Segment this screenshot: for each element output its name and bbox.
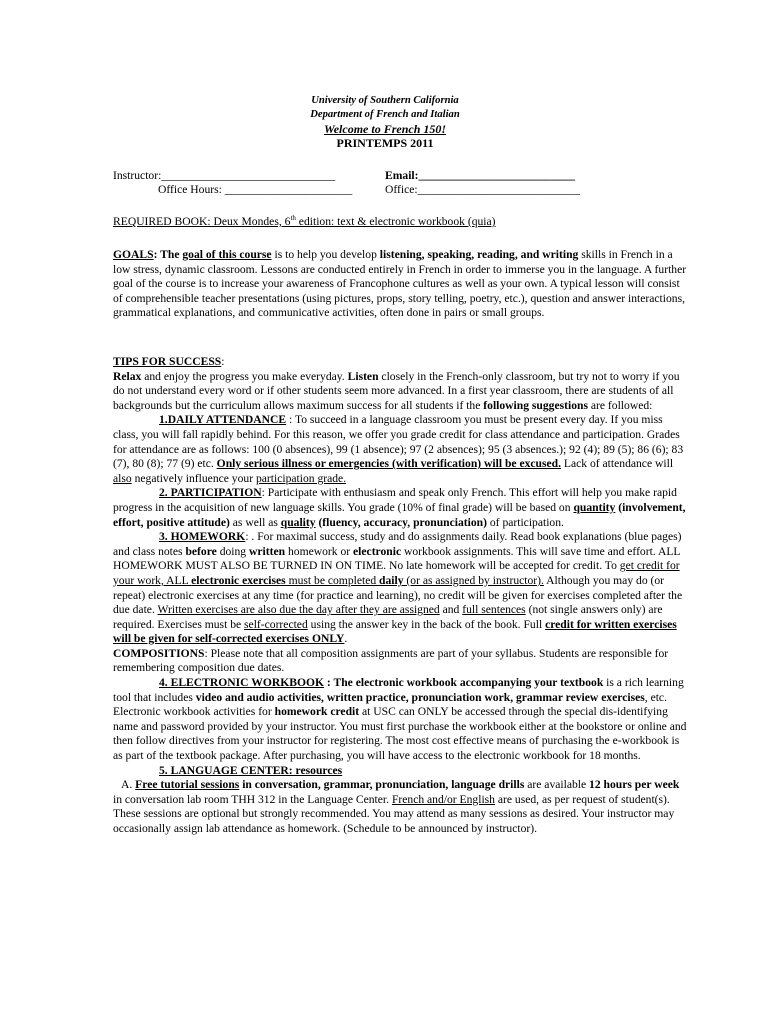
- participation-text-3: of participation.: [486, 515, 564, 529]
- attendance-paragraph: [113, 413, 690, 486]
- homework-title: 3. HOMEWORK: [159, 530, 246, 544]
- department-name: Department of French and Italian: [310, 109, 460, 120]
- homework-before: before: [185, 544, 217, 558]
- workbook-text-2: , etc. Electronic workbook activities for: [113, 690, 667, 719]
- language-center-text-1: are available: [524, 778, 590, 792]
- homework-full: full sentences: [462, 603, 526, 617]
- homework-credit-note: credit for written exercises will be given for self-corrected exercises ONLY: [113, 617, 677, 646]
- compositions-paragraph: [113, 647, 690, 676]
- workbook-title: 4. ELECTRONIC WORKBOOK: [159, 676, 325, 690]
- language-center-prefix: A.: [121, 778, 136, 792]
- tips-section: [113, 355, 690, 837]
- participation-quantity-desc: (involvement, effort, positive attitude): [113, 500, 686, 529]
- compositions-title: COMPOSITIONS: [113, 646, 205, 660]
- required-book-text: [113, 215, 496, 228]
- homework-text-6: and: [439, 603, 463, 617]
- homework-paragraph: [113, 530, 690, 647]
- participation-quality: quality: [280, 515, 316, 529]
- participation-quantity: quantity: [573, 500, 616, 514]
- homework-text-1: : . For maximal success, study and do assignments daily. Read book explanations (blue pages) and class notes: [113, 530, 682, 558]
- participation-text-1: : Participate with enthusiasm and speak only French. This effort will help you make rapid progress in the acquisition of new language skills. You grade (10% of final grade) will be based on: [113, 486, 677, 514]
- tips-text-1: and enjoy the progress you make everyday.: [141, 369, 348, 383]
- attendance-title: 1.DAILY ATTENDANCE: [159, 413, 287, 427]
- goals-text-1: is to help you develop: [271, 248, 380, 261]
- tips-text-3: are followed:: [587, 398, 653, 412]
- participation-quality-desc: (fluency, accuracy, pronunciation): [315, 515, 487, 529]
- homework-credit-2: electronic exercises: [191, 573, 286, 587]
- compositions-text: : Please note that all composition assignments are part of your syllabus. Students are responsible for remembering composition due dates.: [113, 646, 669, 675]
- tips-following: following suggestions: [483, 398, 588, 412]
- tips-colon: :: [221, 355, 225, 368]
- homework-credit-5: (or as assigned by instructor).: [403, 573, 544, 587]
- workbook-bold-3: homework credit: [274, 705, 360, 719]
- workbook-bold-2: video and audio activities, written practice, pronunciation work, grammar review exercises: [195, 690, 645, 704]
- workbook-text-3: at USC can ONLY be accessed through the special dis-identifying name and password provided by your instructor. You must first purchase the workbook either at the bookstore or online and then follow directives from your instructor for registering. The most cost effective means of purchasing the e-workbook is as part of the textbook package. After purchasing, you will have access to the electronic workbook for 18 months.: [113, 705, 687, 763]
- homework-self: self-corrected: [244, 617, 308, 631]
- participation-text-2: as well as: [229, 515, 281, 529]
- goals-phrase: goal of this course: [182, 248, 272, 261]
- homework-text-7: (not single answers only) are required. Exercises must be: [113, 603, 663, 631]
- workbook-paragraph: [113, 676, 690, 764]
- homework-due: Written exercises are also due the day after they are assigned: [157, 603, 440, 617]
- workbook-bold-1: electronic workbook accompanying your textbook: [355, 676, 604, 690]
- language-center-free: Free tutorial sessions: [135, 778, 240, 792]
- office-field: Office:____________________________: [385, 183, 580, 196]
- office-hours-field: Office Hours: ______________________: [158, 183, 353, 196]
- homework-text-3: homework or: [285, 544, 354, 558]
- welcome-title: Welcome to French 150!: [323, 122, 447, 136]
- goals-skills: listening, speaking, reading, and writing: [379, 248, 579, 261]
- homework-credit-3: must be completed: [285, 573, 380, 587]
- homework-text-9: .: [344, 632, 348, 646]
- goals-colon: : The: [153, 248, 183, 261]
- tips-listen: Listen: [347, 369, 379, 383]
- goals-section: [113, 248, 690, 321]
- language-center-heading: [113, 764, 690, 779]
- participation-paragraph: [113, 486, 690, 530]
- goals-text-2: skills in French in a low stress, dynamic classroom. Lessons are conducted entirely in French in order to immerse you in the language. A further goal of the course is to increase your awareness of Francophone cultures as well as your own. A typical lesson will consist of comprehensible teacher presentations (using pictures, props, story telling, poetry, etc.), question and answer interactions, grammatical explanations, and communicative activities, often done in pairs or small groups.: [113, 248, 687, 320]
- homework-credit-4: daily: [379, 573, 404, 587]
- language-center-languages: French and/or English: [391, 792, 495, 806]
- homework-written: written: [249, 544, 286, 558]
- homework-text-2: doing: [216, 544, 250, 558]
- homework-text-8: using the answer key in the back of the book. Full: [307, 617, 546, 631]
- homework-credit-1: get credit for your work, ALL: [113, 559, 680, 587]
- tips-text-2: closely in the French-only classroom, but try not to worry if you do not understand every word or if other students seem more advanced. In a first year classroom, there are students of all backgrounds but the curriculum allows maximum success for all students if the: [113, 369, 680, 412]
- attendance-participation-grade: participation grade.: [255, 471, 347, 485]
- tips-title: TIPS FOR SUCCESS: [113, 355, 222, 368]
- goals-label: GOALS: [113, 248, 154, 261]
- workbook-text-1: is a rich learning tool that includes: [113, 676, 684, 704]
- attendance-also: also: [113, 471, 132, 485]
- attendance-excused: Only serious illness or emergencies (with verification) will be excused.: [216, 457, 562, 471]
- instructor-field: Instructor:______________________________: [113, 169, 336, 182]
- language-center-text-3: are used, as per request of student(s). These sessions are optional but strongly recommended. You may attend as many sessions as desired. Your instructor may occasionally assign lab attendance as homework. (Schedule to be announced by instructor).: [113, 792, 675, 835]
- required-book-pre: REQUIRED BOOK: Deux Mondes, 6: [113, 215, 291, 228]
- university-name: University of Southern California: [311, 95, 459, 106]
- language-center-paragraph: [113, 778, 690, 836]
- attendance-text-1: : To succeed in a language classroom you must be present every day. If you miss class, you will fall rapidly behind. For this reason, we offer you grade credit for class attendance and participation. Grades for attendance are as follows: 100 (0 absences), 99 (1 absence); 97 (2 absences); 95 (3 absences.); 92 (4); 89 (5); 86 (6); 83 (7), 80 (8); 77 (9) etc.: [113, 413, 684, 471]
- required-book-sup: th: [290, 214, 296, 223]
- term-title: PRINTEMPS 2011: [336, 136, 434, 150]
- required-book-post: edition: text & electronic workbook (quia): [295, 215, 496, 228]
- email-field: Email:___________________________: [385, 169, 576, 182]
- attendance-text-3: negatively influence your: [131, 471, 256, 485]
- language-center-text-2: in conversation lab room THH 312 in the Language Center.: [113, 792, 392, 806]
- homework-electronic: electronic: [353, 544, 402, 558]
- tips-relax: Relax: [113, 369, 142, 383]
- homework-text-4: workbook assignments. This will save time and effort. ALL HOMEWORK MUST ALSO BE TURNED IN ON TIME. No late homework will be accepted for credit. To: [113, 544, 681, 573]
- participation-title: 2. PARTICIPATION: [159, 486, 262, 500]
- workbook-text-0: : The: [324, 676, 356, 690]
- language-center-title: 5. LANGUAGE CENTER: resources: [159, 763, 343, 777]
- homework-text-5: Although you may do (or repeat) electronic exercises at any time (for practice and learning), no credit will be given for exercises completed after the due date.: [113, 573, 683, 617]
- required-book: [113, 215, 690, 230]
- language-center-bold-1: in conversation, grammar, pronunciation, language drills: [239, 778, 525, 792]
- language-center-bold-2: 12 hours per week: [589, 778, 680, 792]
- attendance-text-2: Lack of attendance will: [561, 457, 674, 471]
